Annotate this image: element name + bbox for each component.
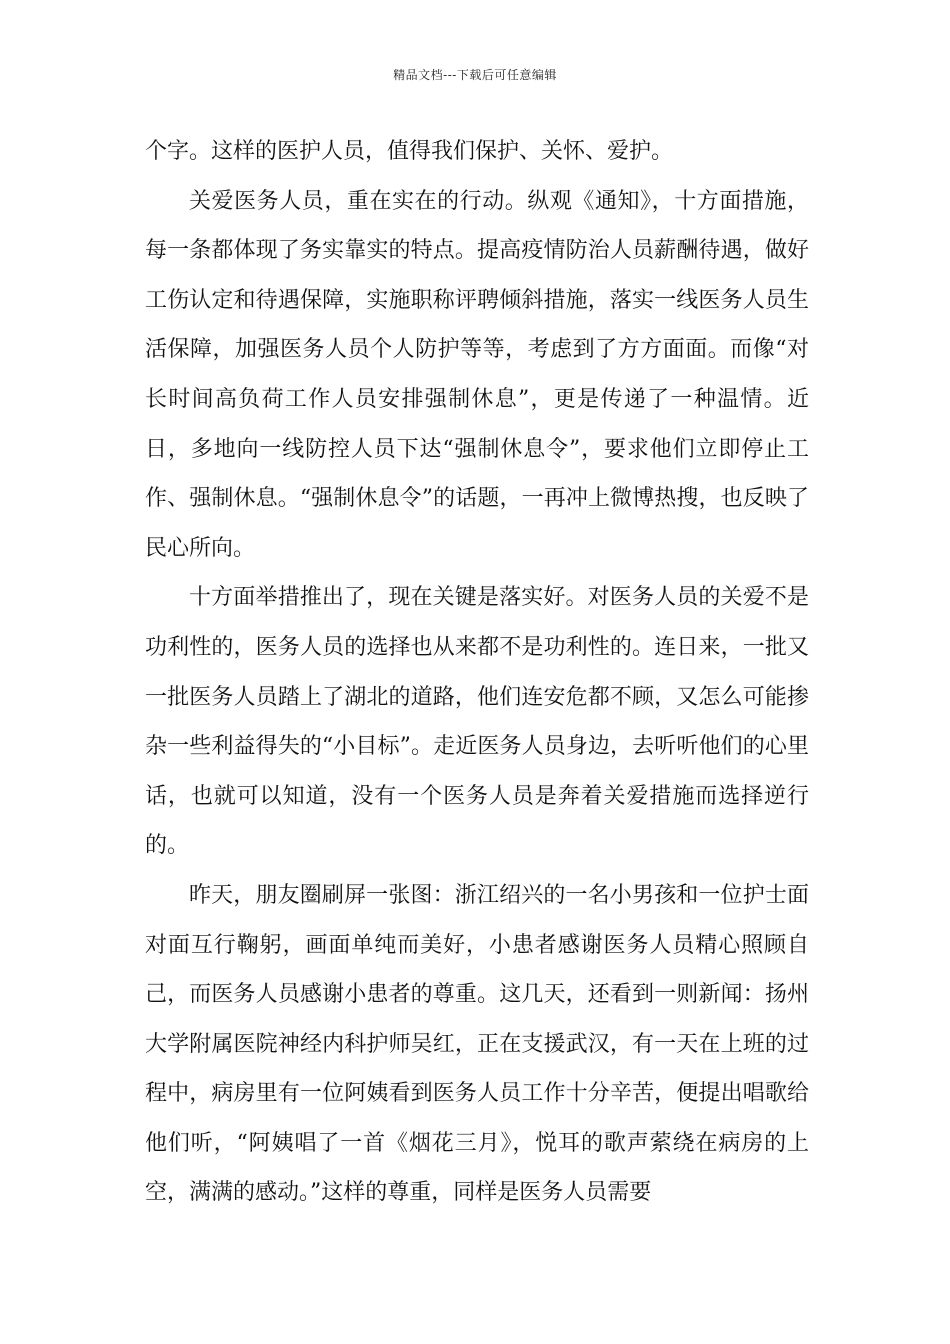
- document-body: [145, 127, 809, 1218]
- page-header: 精品文档---下载后可任意编辑: [393, 68, 557, 82]
- paragraph: 昨天，朋友圈刷屏一张图：浙江绍兴的一名小男孩和一位护士面对面互行鞠躬，画面单纯而美好，小患者感谢医务人员精心照顾自己，而医务人员感谢小患者的尊重。这几天，还看到一则新闻：扬州大学附属医院神经内科护师吴红，正在支援武汉，有一天在上班的过程中，病房里有一位阿姨看到医务人员工作十分辛苦，便提出唱歌给他们听，“阿姨唱了一首《烟花三月》，悦耳的歌声萦绕在病房的上空，满满的感动。”这样的尊重，同样是医务人员需要: [145, 882, 809, 1206]
- paragraph-continuation: 个字。这样的医护人员，值得我们保护、关怀、爱护。: [145, 139, 674, 164]
- paragraph: 十方面举措推出了，现在关键是落实好。对医务人员的关爱不是功利性的，医务人员的选择也从来都不是功利性的。连日来，一批又一批医务人员踏上了湖北的道路，他们连安危都不顾，又怎么可能掺杂一些利益得失的“小目标”。走近医务人员身边，去听听他们的心里话，也就可以知道，没有一个医务人员是奔着关爱措施而选择逆行的。: [145, 585, 809, 859]
- paragraph: 关爱医务人员，重在实在的行动。纵观《通知》，十方面措施，每一条都体现了务实靠实的特点。提高疫情防治人员薪酬待遇，做好工伤认定和待遇保障，实施职称评聘倾斜措施，落实一线医务人员生活保障，加强医务人员个人防护等等，考虑到了方方面面。而像“对长时间高负荷工作人员安排强制休息”，更是传递了一种温情。近日，多地向一线防控人员下达“强制休息令”，要求他们立即停止工作、强制休息。“强制休息令”的话题，一再冲上微博热搜，也反映了民心所向。: [145, 188, 809, 561]
